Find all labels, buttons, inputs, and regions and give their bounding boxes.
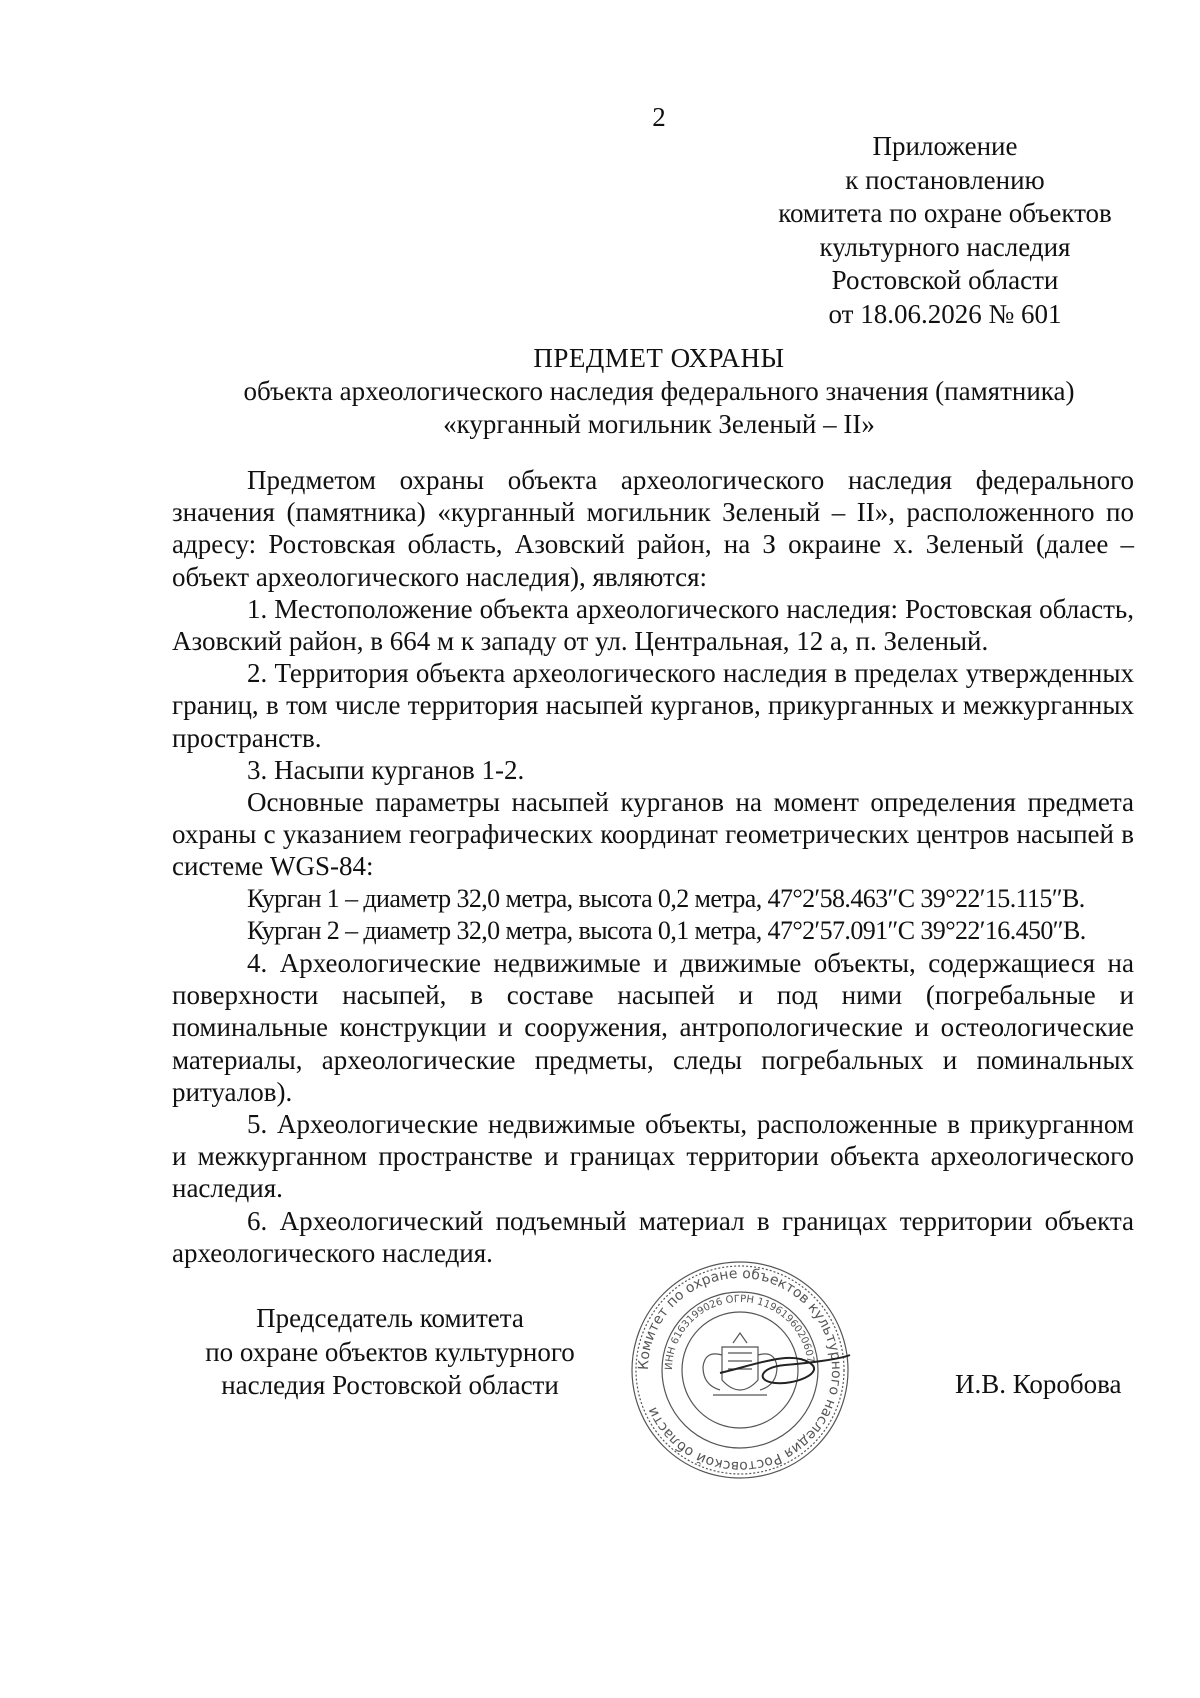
seal-middle-ring bbox=[662, 1292, 818, 1448]
appendix-line: Приложение bbox=[872, 131, 1018, 161]
title-main: ПРЕДМЕТ ОХРАНЫ bbox=[533, 343, 785, 373]
seal-outer-text: Комитет по охране объектов культурного наследия Ростовской области bbox=[635, 1265, 845, 1475]
kurgan-coordinates: Курган 1 – диаметр 32,0 метра, высота 0,2 метра, 47°2′58.463″С 39°22′15.115″В. bbox=[247, 883, 1085, 913]
seal-inner-text: ИНН 6163199026 ОГРН 1196196020607 bbox=[663, 1293, 816, 1371]
official-seal bbox=[625, 1255, 855, 1485]
seal-inner-ring bbox=[682, 1312, 798, 1428]
signatory-role-line: по охране объектов культурного bbox=[205, 1336, 575, 1367]
appendix-line: Ростовской области bbox=[831, 265, 1059, 295]
signatory-name: И.В. Коробова bbox=[955, 1369, 1122, 1399]
signatory-role bbox=[180, 1302, 600, 1403]
title-subtitle: объекта археологического наследия федерального значения (памятника) bbox=[243, 376, 1075, 406]
signatory-role-line: Председатель комитета bbox=[256, 1303, 524, 1333]
title-object-name: «курганный могильник Зеленый – II» bbox=[443, 409, 875, 439]
appendix-header bbox=[760, 130, 1130, 331]
page-number: 2 bbox=[652, 102, 666, 132]
appendix-line: комитета по охране объектов bbox=[778, 198, 1112, 228]
body-paragraph: Основные параметры насыпей курганов на момент определения предмета охраны с указанием географических координат геометрических центров насыпей в системе WGS-84: bbox=[172, 787, 1134, 882]
appendix-line: к постановлению bbox=[845, 164, 1045, 195]
kurgan-coordinates: Курган 2 – диаметр 32,0 метра, высота 0,1 метра, 47°2′57.091″С 39°22′16.450″В. bbox=[247, 915, 1086, 945]
body-paragraph: 4. Археологические недвижимые и движимые объекты, содержащиеся на поверхности насыпей, в составе насыпей и под ними (погребальные и поминальные конструкции и сооружения, антропологические и остеологические материалы, археологические предметы, следы погребальных и поминальных ритуалов). bbox=[172, 948, 1134, 1107]
signatory-role-line: наследия Ростовской области bbox=[221, 1370, 559, 1400]
body-paragraph: Предметом охраны объекта археологического наследия федерального значения (памятника) «курганный могильник Зеленый – II», расположенного по адресу: Ростовская область, Азовский район, на З окраине х. Зеленый (далее – объект археологического наследия), являются: bbox=[172, 465, 1134, 592]
appendix-line: культурного наследия bbox=[819, 231, 1071, 262]
document-title bbox=[0, 342, 1200, 441]
appendix-date-number: от 18.06.2026 № 601 bbox=[828, 298, 1062, 329]
document-body bbox=[172, 464, 1134, 1269]
body-paragraph: 3. Насыпи курганов 1-2. bbox=[247, 754, 525, 785]
body-paragraph: 2. Территория объекта археологического наследия в пределах утвержденных границ, в том числе территория насыпей курганов, прикурганных и межкурганных пространств. bbox=[172, 658, 1134, 753]
seal-outer-ring bbox=[632, 1262, 848, 1478]
body-paragraph: 5. Археологические недвижимые объекты, расположенные в прикурганном и межкурганном пространстве и границах территории объекта археологического наследия. bbox=[172, 1109, 1134, 1204]
body-paragraph: 6. Археологический подъемный материал в границах территории объекта археологического наследия. bbox=[172, 1205, 1134, 1268]
body-paragraph: 1. Местоположение объекта археологического наследия: Ростовская область, Азовский район, в 664 м к западу от ул. Центральная, 12 а, п. Зеленый. bbox=[172, 593, 1134, 657]
coat-of-arms-icon bbox=[703, 1333, 777, 1395]
